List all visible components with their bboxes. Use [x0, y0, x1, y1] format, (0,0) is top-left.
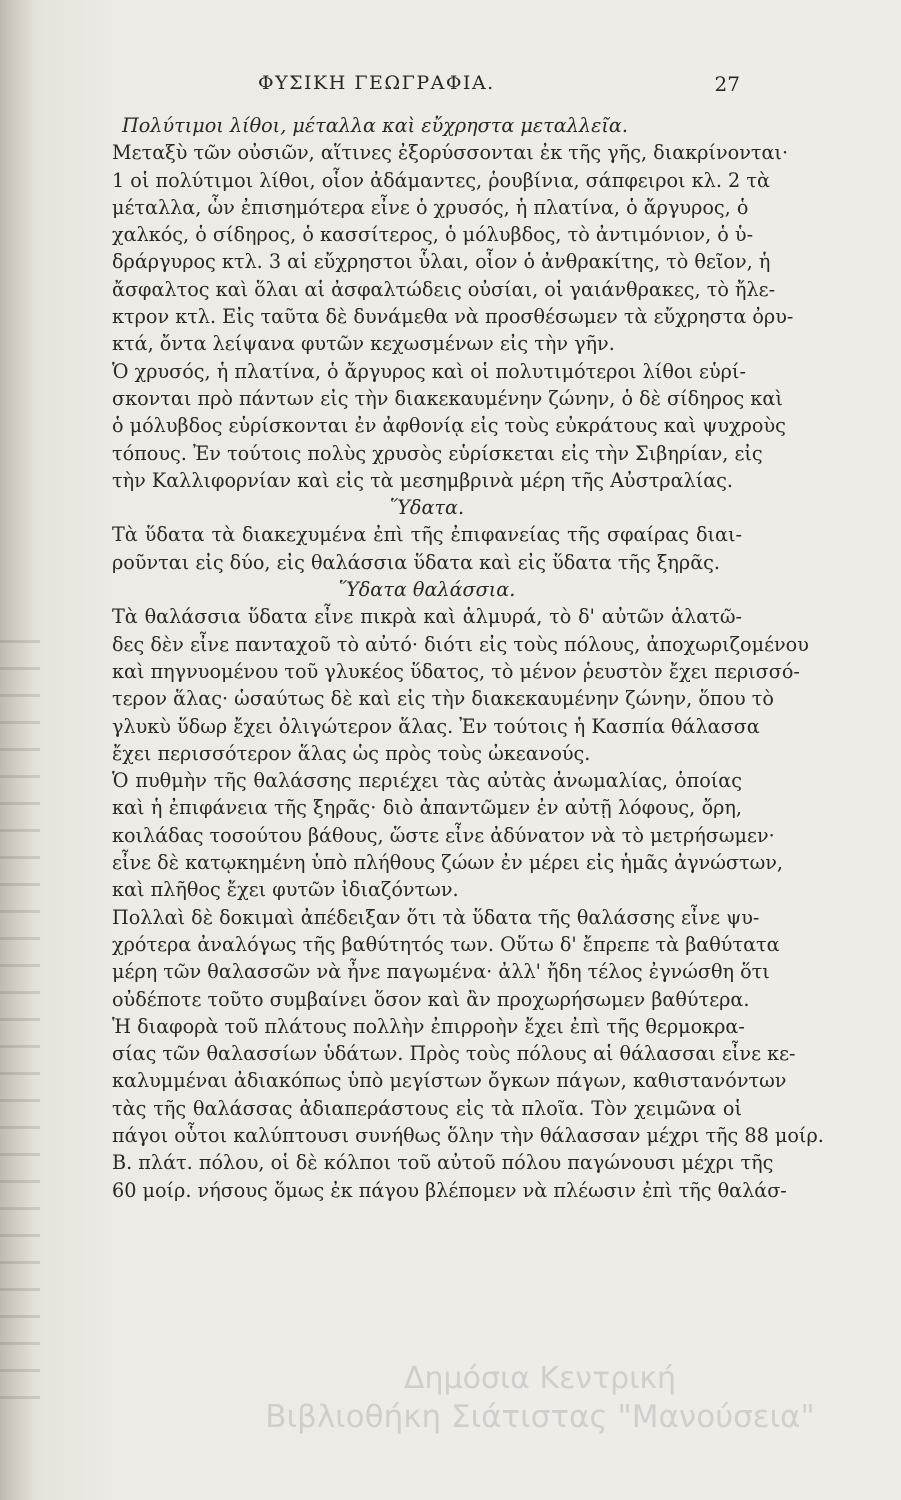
text-line: γλυκὺ ὕδωρ ἔχει ὀλιγώτερον ἅλας. Ἐν τούτοις ἡ Κασπία θάλασσα	[112, 714, 760, 738]
text-line: καὶ πηγνυομένου τοῦ γλυκέος ὕδατος, τὸ μένον ῥευστὸν ἔχει περισσό-	[112, 659, 800, 683]
text-line: κτά, ὄντα λείψανα φυτῶν κεχωσμένων εἰς τὴν γῆν.	[112, 332, 615, 356]
text-line: τὴν Καλλιφορνίαν καὶ εἰς τὰ μεσημβρινὰ μέρη τῆς Αὐστραλίας.	[112, 468, 734, 492]
text-line: καὶ πλῆθος ἔχει φυτῶν ἰδιαζόντων.	[112, 878, 459, 902]
text-line: σκονται πρὸ πάντων εἰς τὴν διακεκαυμένην ζώνην, ὁ δὲ σίδηρος καὶ	[112, 386, 783, 410]
text-line: μέρη τῶν θαλασσῶν νὰ ἦνε παγωμένα· ἀλλ' ἤδη τέλος ἐγνώσθη ὅτι	[112, 960, 770, 984]
text-line: δράργυρος κτλ. 3 αἱ εὔχρηστοι ὗλαι, οἷον ὁ ἀνθρακίτης, τὸ θεῖον, ἡ	[112, 250, 771, 274]
watermark-line-1: Δημόσια Κεντρική	[403, 1361, 677, 1396]
text-line: τόπους. Ἐν τούτοις πολὺς χρυσὸς εὑρίσκεται εἰς τὴν Σιβηρίαν, εἰς	[112, 441, 763, 465]
library-watermark	[200, 1360, 880, 1436]
text-line: 60 μοίρ. νήσους ὅμως ἐκ πάγου βλέπομεν νὰ πλέωσιν ἐπὶ τῆς θαλάσ-	[112, 1178, 787, 1202]
text-line: Ἡ διαφορὰ τοῦ πλάτους πολλὴν ἐπιρροὴν ἔχει ἐπὶ τῆς θερμοκρα-	[112, 1014, 745, 1038]
text-line: 1 οἱ πολύτιμοι λίθοι, οἷον ἀδάμαντες, ῥουβίνια, σάπφειροι κλ. 2 τὰ	[112, 168, 770, 192]
text-line: χαλκός, ὁ σίδηρος, ὁ κασσίτερος, ὁ μόλυβδος, τὸ ἀντιμόνιον, ὁ ὑ-	[112, 223, 754, 247]
text-line: ἔχει περισσότερον ἅλας ὡς πρὸς τοὺς ὠκεανούς.	[112, 741, 591, 765]
text-line: Ὁ χρυσός, ἡ πλατίνα, ὁ ἄργυρος καὶ οἱ πολυτιμότεροι λίθοι εὑρί-	[112, 359, 746, 383]
text-line: πάγοι οὗτοι καλύπτουσι συνήθως ὅλην τὴν θάλασσαν μέχρι τῆς 88 μοίρ.	[112, 1123, 824, 1147]
page-header	[150, 72, 740, 102]
text-line: Τὰ θαλάσσια ὕδατα εἶνε πικρὰ καὶ ἁλμυρά, τὸ δ' αὐτῶν ἁλατῶ-	[112, 605, 742, 629]
text-line: τερον ἅλας· ὡσαύτως δὲ καὶ εἰς τὴν διακεκαυμένην ζώνην, ὅπου τὸ	[112, 687, 774, 711]
text-line: Μεταξὺ τῶν οὐσιῶν, αἵτινες ἐξορύσσονται ἐκ τῆς γῆς, διακρίνονται·	[112, 141, 789, 165]
text-line: οὐδέποτε τοῦτο συμβαίνει ὅσον καὶ ἂν προχωρήσωμεν βαθύτερα.	[112, 987, 750, 1011]
text-line: κοιλάδας τοσούτου βάθους, ὥστε εἶνε ἀδύνατον νὰ τὸ μετρήσωμεν·	[112, 823, 775, 847]
text-line: ἄσφαλτος καὶ ὅλαι αἱ ἀσφαλτώδεις οὐσίαι, οἱ γαιάνθρακες, τὸ ἤλε-	[112, 277, 776, 301]
text-line: ροῦνται εἰς δύο, εἰς θαλάσσια ὕδατα καὶ εἰς ὕδατα τῆς ξηρᾶς.	[112, 550, 721, 574]
text-line: τὰς τῆς θαλάσσας ἀδιαπεράστους εἰς τὰ πλοῖα. Τὸν χειμῶνα οἱ	[112, 1096, 742, 1120]
text-line: μέταλλα, ὧν ἐπισημότερα εἶνε ὁ χρυσός, ἡ πλατίνα, ὁ ἄργυρος, ὁ	[112, 195, 749, 219]
text-line: χρότερα ἀναλόγως τῆς βαθύτητός των. Οὕτω δ' ἔπρεπε τὰ βαθύτατα	[112, 932, 780, 956]
text-line: κτρον κτλ. Εἰς ταῦτα δὲ δυνάμεθα νὰ προσθέσωμεν τὰ εὔχρηστα ὀρυ-	[112, 305, 794, 329]
text-line: δες δὲν εἶνε πανταχοῦ τὸ αὐτό· διότι εἰς τοὺς πόλους, ἀποχωριζομένου	[112, 632, 809, 656]
section-heading-sea-waters: Ὕδατα θαλάσσια.	[338, 578, 516, 602]
text-line: εἶνε δὲ κατῳκημένη ὑπὸ πλήθους ζώων ἐν μέρει εἰς ἡμᾶς ἀγνώστων,	[112, 851, 783, 875]
text-line: καλυμμέναι ἀδιακόπως ὑπὸ μεγίστων ὄγκων πάγων, καθιστανόντων	[112, 1069, 787, 1093]
section-heading-minerals: Πολύτιμοι λίθοι, μέταλλα καὶ εὔχρηστα μεταλλεῖα.	[122, 114, 628, 137]
body-text	[112, 112, 824, 1204]
text-line: Ὁ πυθμὴν τῆς θαλάσσης περιέχει τὰς αὐτὰς ἀνωμαλίας, ὁποίας	[112, 769, 742, 793]
running-title: ΦΥΣΙΚΗ ΓΕΩΓΡΑΦΙΑ.	[258, 72, 495, 94]
section-heading-waters: Ὕδατα.	[389, 496, 465, 520]
facing-page-bleed	[0, 640, 40, 1400]
text-line: σίας τῶν θαλασσίων ὑδάτων. Πρὸς τοὺς πόλους αἱ θάλασσαι εἶνε κε-	[112, 1042, 796, 1066]
watermark-line-2: Βιβλιοθήκη Σιάτιστας "Μανούσεια"	[265, 1399, 815, 1435]
text-line: Πολλαὶ δὲ δοκιμαὶ ἀπέδειξαν ὅτι τὰ ὕδατα τῆς θαλάσσης εἶνε ψυ-	[112, 905, 760, 929]
text-line: καὶ ἡ ἐπιφάνεια τῆς ξηρᾶς· διὸ ἀπαντῶμεν ἐν αὐτῇ λόφους, ὄρη,	[112, 796, 742, 820]
page-number: 27	[714, 72, 740, 96]
text-line: ὁ μόλυβδος εὑρίσκονται ἐν ἀφθονίᾳ εἰς τοὺς εὐκράτους καὶ ψυχροὺς	[112, 414, 786, 438]
text-line: Τὰ ὕδατα τὰ διακεχυμένα ἐπὶ τῆς ἐπιφανείας τῆς σφαίρας διαι-	[112, 523, 742, 547]
text-line: Β. πλάτ. πόλου, οἱ δὲ κόλποι τοῦ αὐτοῦ πόλου παγώνουσι μέχρι τῆς	[112, 1151, 774, 1175]
